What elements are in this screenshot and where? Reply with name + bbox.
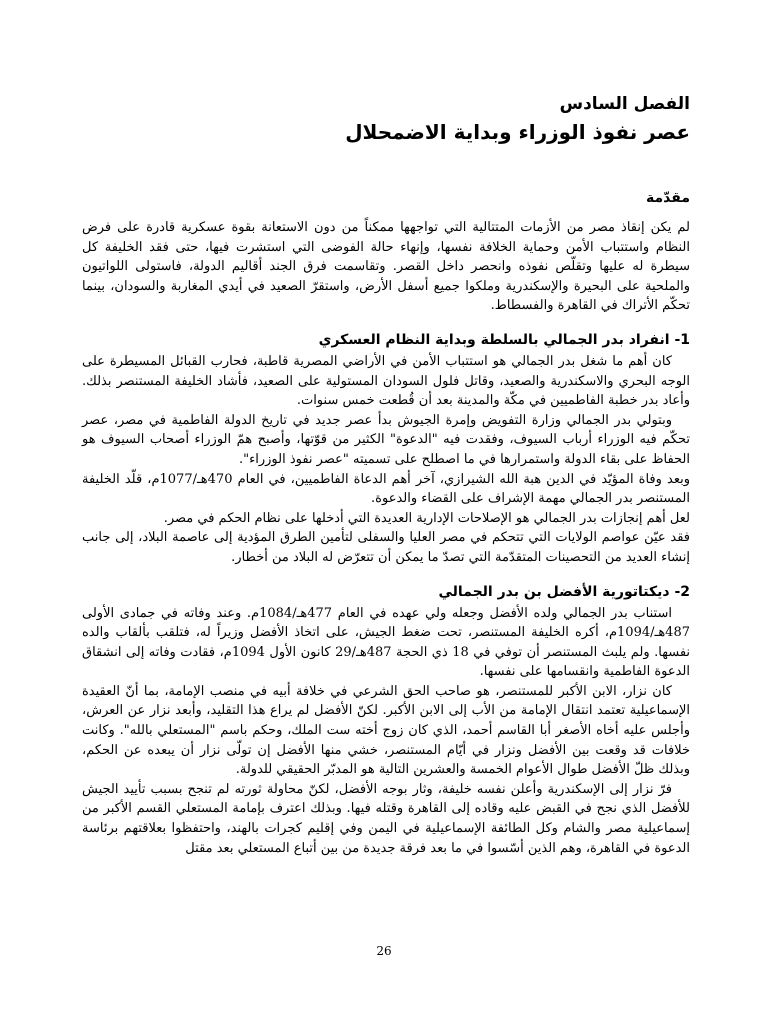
section-number: 2-	[674, 583, 690, 600]
chapter-label: الفصل السادس	[559, 94, 690, 114]
section-2-paragraph: فرّ نزار إلى الإسكندرية وأعلن نفسه خليفة، وثار بوجه الأفضل، لكنّ محاولة ثورته لم تنجح بسبب تأييد الجيش للأفضل الذي نجح في القبض عليه وقاده إلى القاهرة وقتله فيها. وبذلك اعترف بإمامة المستعلي القسم الأكبر من إسماعيلية مصر والشام وكل الطائفة الإسماعيلية في اليمن وفي إقليم كجرات بالهند، واحتفظوا بعلاقتهم برئاسة الدعوة في القاهرة، وهم الذين أسّسوا في ما بعد فرقة جديدة من بين أتباع المستعلي بعد مقتل	[82, 781, 690, 856]
intro-paragraph: لم يكن إنقاذ مصر من الأزمات المتتالية التي تواجهها ممكناً من دون الاستعانة بقوة عسكرية قادرة على فرض النظام واستتباب الأمن وحماية الخلافة نفسها، وإنهاء حالة الفوضى التي استشرت فيها، حتى فقد الخليفة كل سيطرة له عليها وتقلّص نفوذه وانحصر داخل القصر. وتقاسمت فرق الجند أقاليم الدولة، فاستولى اللواتيون والملحية على البحيرة والإسكندرية وملكوا جميع أسفل الأرض، واستقرّ الصعيد في أيدي المغاربة والسودان، بينما تحكّم الأتراك في القاهرة والفسطاط.	[82, 220, 690, 314]
section-title: ديكتاتورية الأفضل بن بدر الجمالي	[438, 583, 670, 600]
chapter-title: عصر نفوذ الوزراء وبداية الاضمحلال	[345, 120, 690, 144]
section-1-paragraph: كان أهم ما شغل بدر الجمالي هو استتباب الأمن في الأراضي المصرية قاطبة، فحارب القبائل المسيطرة على الوجه البحري والاسكندرية والصعيد، وقاتل فلول السودان المستولية على الصعيد، فأشاد الخليفة المستنصر بذلك. وأعاد بدر خطبة الفاطميين في مكّة والمدينة بعد أن قُطعت خمس سنوات.	[82, 353, 690, 409]
section-heading-2	[82, 582, 690, 602]
section-1-paragraph: وبتولي بدر الجمالي وزارة التفويض وإمرة الجيوش بدأ عصر جديد في تاريخ الدولة الفاطمية في مصر، عصر تحكّم فيه الوزراء أرباب السيوف، وفقدت فيه "الدعوة" الكثير من قوّتها، وأصبح همّ الوزراء أصحاب السيوف هو الحفاظ على بقاء الدولة واستمرارها في ما اصطلح على تسميته "عصر نفوذ الوزراء".	[82, 412, 690, 467]
section-number: 1-	[674, 331, 690, 348]
section-1-paragraph: وبعد وفاة المؤيّد في الدين هبة الله الشيرازي، آخر أهم الدعاة الفاطميين، في العام 470هـ/1077م، قلّد الخليفة المستنصر بدر الجمالي مهمة الإشراف على القضاء والدعوة.	[82, 471, 690, 507]
section-1-paragraph: فقد عيّن عواصم الولايات التي تتحكم في مصر العليا والسفلى لتأمين الطرق المؤدية إلى عاصمة البلاد، إلى جانب إنشاء العديد من التحصينات المتقدّمة التي تصدّ ما يمكن أن تتعرّض له البلاد من أخطار.	[82, 530, 690, 565]
intro-heading: مقدّمة	[646, 190, 690, 206]
page-number: 26	[376, 944, 392, 958]
section-1-paragraph: لعل أهم إنجازات بدر الجمالي هو الإصلاحات الإدارية العديدة التي أدخلها على نظام الحكم في مصر.	[163, 510, 690, 526]
section-2-paragraph: استناب بدر الجمالي ولده الأفضل وجعله ولي عهده في العام 477هـ/1084م. وعند وفاته في جمادى الأولى 487هـ/1094م، أكره الخليفة المستنصر، تحت ضغط الجيش، على اتخاذ الأفضل وزيراً له، فتلقب بألقاب والده نفسها. ولم يلبث المستنصر أن توفي في 18 ذي الحجة 487هـ/29 كانون الأول 1094م، فقادت وفاته إلى انشقاق الدعوة الفاطمية وانقسامها على نفسها.	[82, 605, 691, 680]
section-title: انفراد بدر الجمالي بالسلطة وبداية النظام العسكري	[318, 331, 670, 348]
section-2-paragraph: كان نزار، الابن الأكبر للمستنصر، هو صاحب الحق الشرعي في خلافة أبيه في منصب الإمامة، بما أنّ العقيدة الإسماعيلية تعتمد انتقال الإمامة من الأب إلى الابن الأكبر. لكنّ الأفضل لم يراع هذا التقليد، وأبعد نزار عن العرش، وأجلس عليه أخاه الأصغر أبا القاسم أحمد، الذي كان زوج أخته ست الملك، وحكم باسم "المستعلي بالله". وكانت خلافات قد وقعت بين الأفضل ونزار في أيّام المستنصر، خشي منها الأفضل إن تولّى نزار أن يبعده عن الحكم، وبذلك ظلّ الأفضل طوال الأعوام الخمسة والعشرين التالية هو المدبّر الحقيقي للدولة.	[82, 683, 690, 778]
section-heading-1	[82, 330, 690, 350]
